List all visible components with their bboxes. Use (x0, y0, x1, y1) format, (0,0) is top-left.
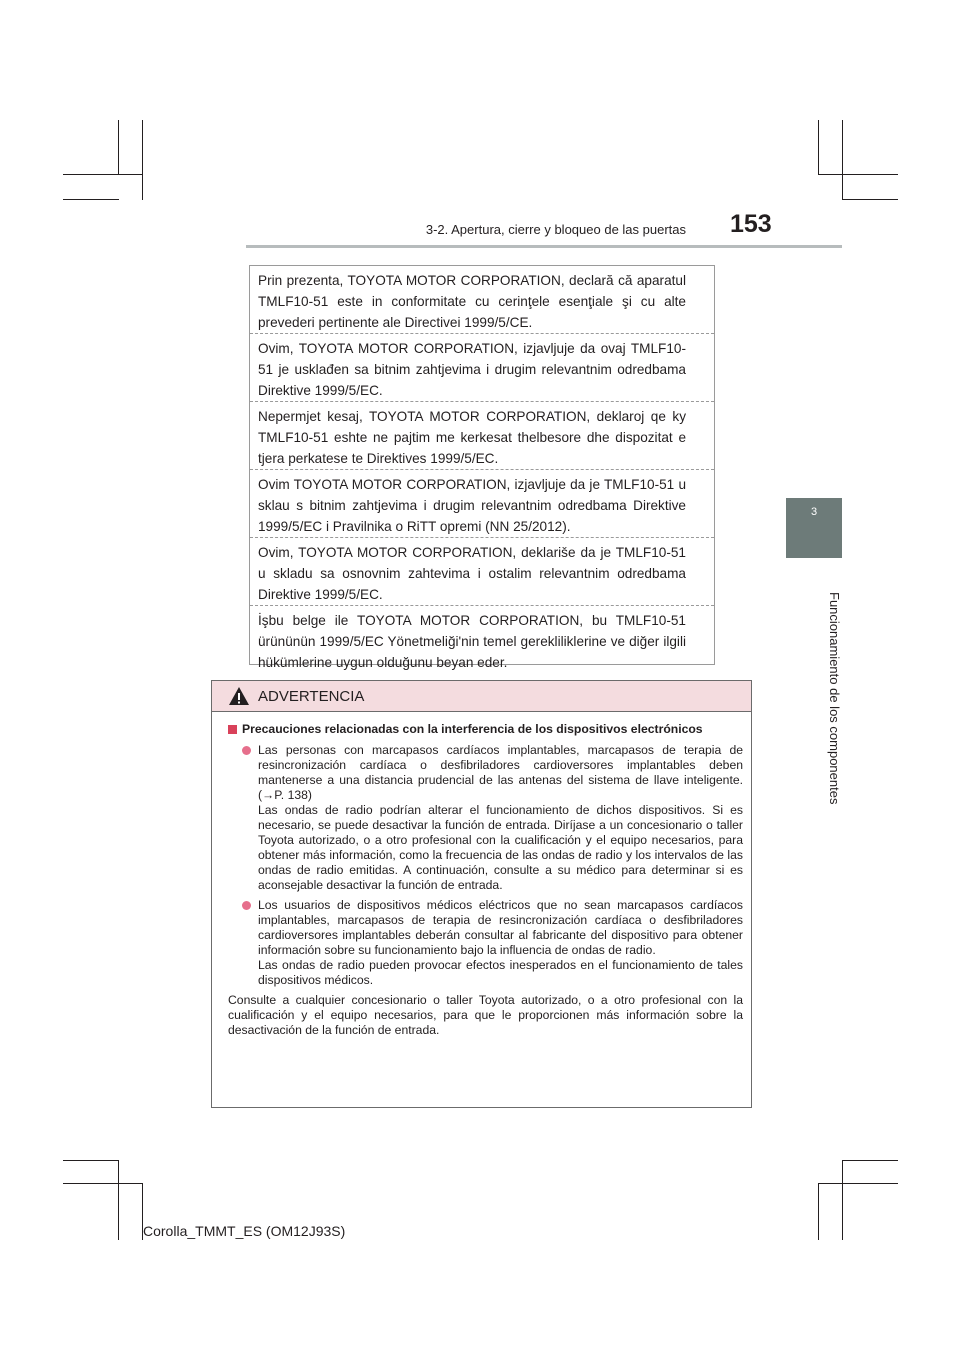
warning-item-text: Las ondas de radio podrían alterar el funcionamiento de dichos dispositivos. Si es necesario, se puede desactivar la función de entrada. Diríjase a un concesionario o taller Toyota autorizado, o a otro profesional con la cualificación y el equipo necesarios, para obtener más información, como la frecuencia de las ondas de radio y los intervalos de las ondas de radio emitidas. A continuación, consulte a su médico para determinar si es aconsejable desactivar la función de entrada. (258, 803, 743, 892)
crop-mark (818, 174, 898, 175)
warning-closing: Consulte a cualquier concesionario o taller Toyota autorizado, o a otro profesional con la cualificación y el equipo necesarios, para que le proporcionen más información sobre la desactivación de la función de entrada. (228, 993, 743, 1037)
warning-item (228, 743, 743, 893)
crop-mark (818, 1183, 819, 1240)
warning-title: ADVERTENCIA (258, 687, 365, 705)
warning-triangle-icon (228, 686, 250, 706)
warning-subheading-text: Precauciones relacionadas con la interferencia de los dispositivos electrónicos (242, 722, 703, 736)
crop-mark (842, 199, 898, 200)
page-number: 153 (730, 210, 772, 238)
crop-mark (118, 1160, 119, 1240)
warning-item-text: Las personas con marcapasos cardíacos implantables, marcapasos de terapia de resincronización cardíaca o desfibriladores cardioversores implantables deben mantenerse a una distancia prudencial de las antenas del sistema de llave inteligente. (→P. 138) (258, 743, 743, 802)
square-bullet-icon (228, 725, 237, 734)
circle-bullet-icon (242, 746, 251, 755)
crop-mark (842, 1160, 898, 1161)
warning-subheading (228, 722, 743, 737)
footer-model-code: Corolla_TMMT_ES (OM12J93S) (143, 1223, 346, 1239)
crop-mark (818, 120, 819, 175)
crop-mark (63, 174, 143, 175)
crop-mark (63, 1183, 143, 1184)
declaration-croatian: Ovim TOYOTA MOTOR CORPORATION, izjavljuje da je TMLF10-51 u sklau s bitnim zahtjevima i drugim relevantnim odredbama Direktive 1999/5/EC i Pravilnika o RiTT opremi (NN 25/2012). (250, 470, 714, 538)
crop-mark (118, 120, 119, 175)
warning-box (211, 680, 752, 1108)
crop-mark (63, 199, 119, 200)
header-rule (246, 245, 842, 248)
declaration-serbian: Ovim, TOYOTA MOTOR CORPORATION, deklariše da je TMLF10-51 u skladu sa osnovnim zahtevima i ostalim relevantnim odredbama Direktive 1999/5/EC. (250, 538, 714, 606)
warning-item-text: Los usuarios de dispositivos médicos eléctricos que no sean marcapasos cardíacos implantables, marcapasos de terapia de resincronización cardíaca o desfibriladores cardioversores implantables deberán consultar al fabricante del dispositivo para obtener información sobre su funcionamiento bajo la influencia de ondas de radio. (258, 898, 743, 957)
crop-mark (818, 1183, 898, 1184)
declaration-list (249, 265, 715, 670)
chapter-number: 3 (810, 506, 818, 518)
declaration-romanian: Prin prezenta, TOYOTA MOTOR CORPORATION, declară că aparatul TMLF10-51 este in conformitate cu cerinţele esenţiale şi cu alte prevederi pertinente ale Directivei 1999/5/CE. (250, 266, 714, 334)
declaration-bosnian: Ovim, TOYOTA MOTOR CORPORATION, izjavljuje da ovaj TMLF10-51 je usklađen sa bitnim zahtjevima i drugim relevantnim odredbama Direktive 1999/5/EC. (250, 334, 714, 402)
declaration-albanian: Nepermjet kesaj, TOYOTA MOTOR CORPORATION, deklaroj qe ky TMLF10-51 eshte ne pajtim me kerkesat thelbesore dhe dispozitat e tjera perkatese te Direktives 1999/5/EC. (250, 402, 714, 470)
declaration-turkish: İşbu belge ile TOYOTA MOTOR CORPORATION, bu TMLF10-51 ürününün 1999/5/EC Yönetmeliği'nin temel gerekliliklerine ve diğer ilgili hükümlerine uygun olduğunu beyan eder. (258, 613, 686, 670)
warning-item (228, 898, 743, 988)
chapter-title: Funcionamiento de los componentes (827, 591, 842, 805)
warning-header (212, 681, 751, 712)
warning-item-text: Las ondas de radio pueden provocar efectos inesperados en el funcionamiento de tales dispositivos médicos. (258, 958, 743, 987)
circle-bullet-icon (242, 901, 251, 910)
crop-mark (842, 1160, 843, 1240)
crop-mark (63, 1160, 119, 1161)
crop-mark (142, 120, 143, 200)
section-title: 3-2. Apertura, cierre y bloqueo de las puertas (425, 222, 686, 237)
crop-mark (842, 120, 843, 200)
warning-body (212, 712, 751, 1038)
chapter-tab (786, 498, 842, 558)
